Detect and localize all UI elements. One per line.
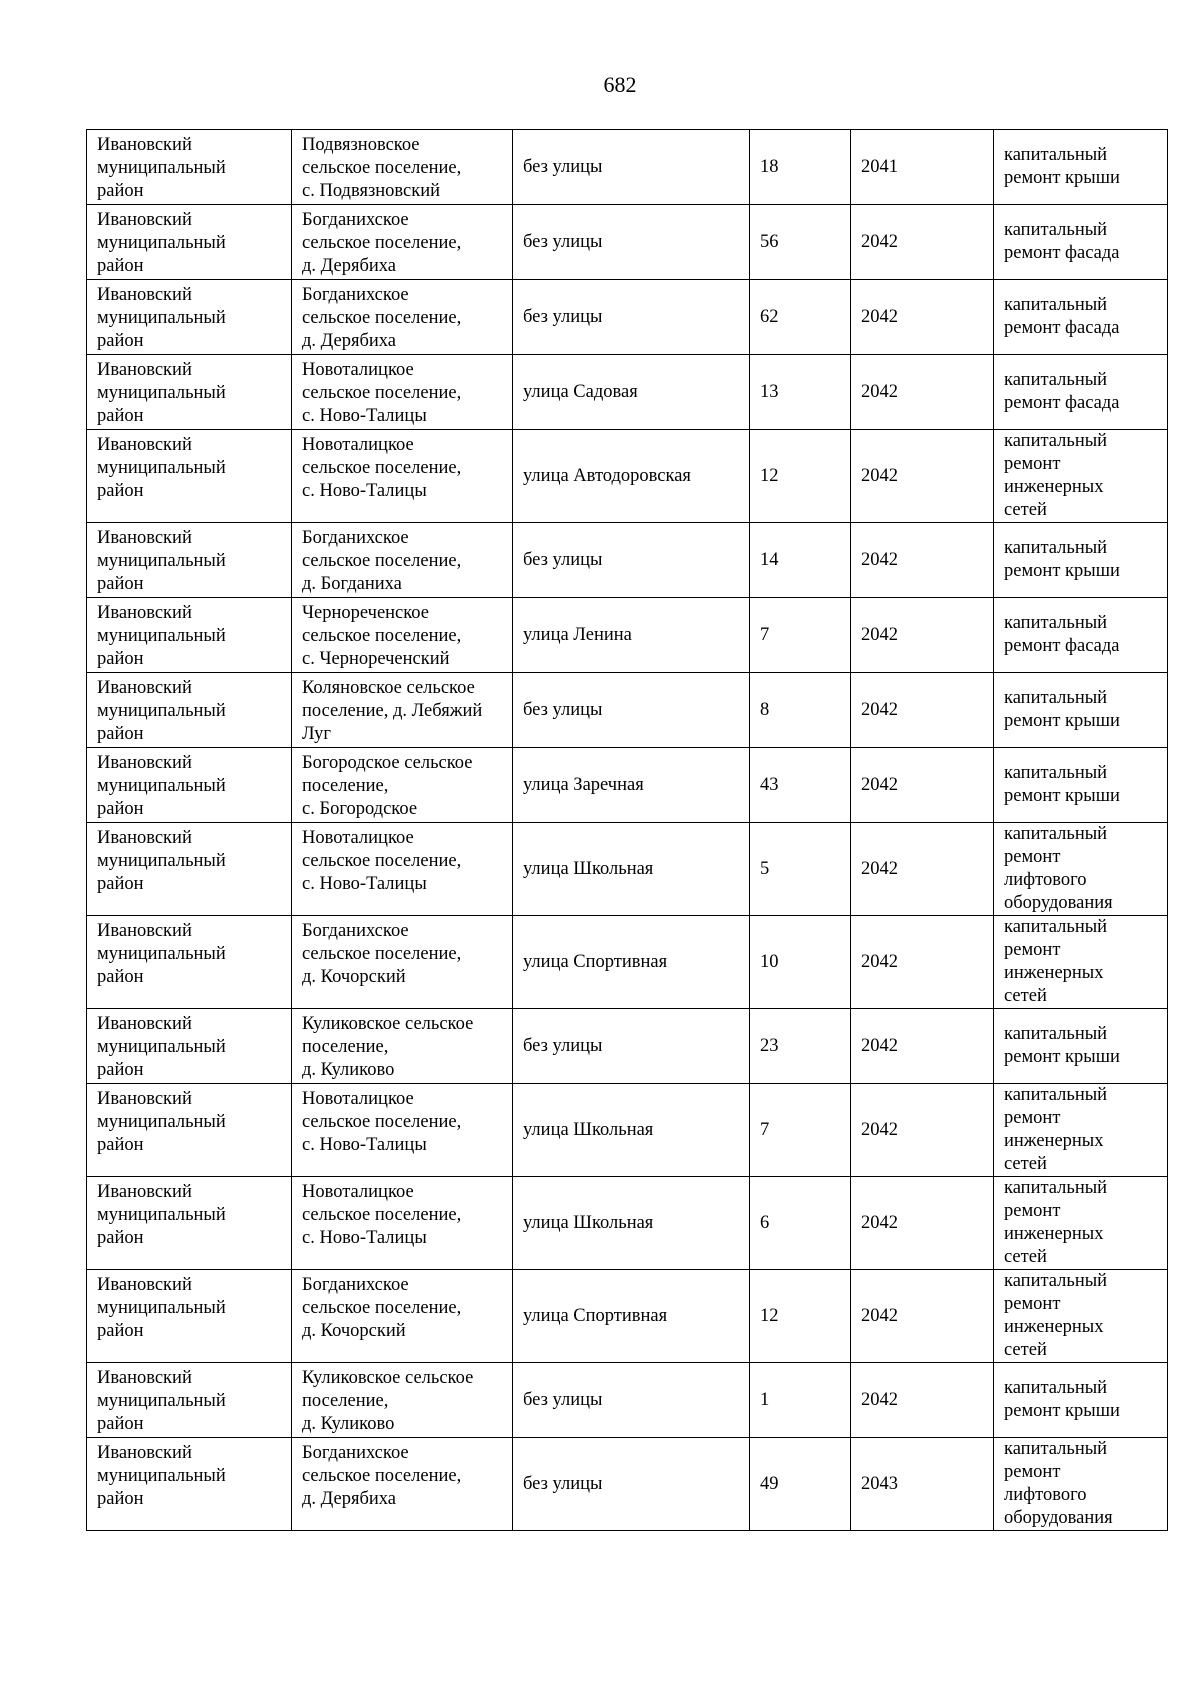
table-row xyxy=(87,673,1168,748)
settlement-cell xyxy=(292,130,513,205)
work-type-cell-line: лифтового xyxy=(1004,870,1087,890)
district-cell-line: район xyxy=(97,874,144,894)
district-cell-line: муниципальный xyxy=(97,551,226,571)
settlement-cell-line: Богданихское xyxy=(302,1443,409,1463)
work-type-cell xyxy=(994,748,1168,823)
district-cell-line: Ивановский xyxy=(97,1443,192,1463)
house-number-cell: 7 xyxy=(750,598,851,673)
district-cell xyxy=(87,1270,292,1363)
year-cell: 2042 xyxy=(851,355,994,430)
settlement-cell-line: д. Дерябиха xyxy=(302,256,397,276)
house-number-cell: 23 xyxy=(750,1009,851,1084)
district-cell-line: муниципальный xyxy=(97,158,226,178)
work-type-cell-line: инженерных xyxy=(1004,963,1104,983)
district-cell-line: Ивановский xyxy=(97,528,192,548)
work-type-cell-line: капитальный xyxy=(1004,1085,1108,1105)
year-cell: 2042 xyxy=(851,673,994,748)
district-cell xyxy=(87,355,292,430)
table-row xyxy=(87,748,1168,823)
settlement-cell xyxy=(292,205,513,280)
settlement-cell-line: Новоталицкое xyxy=(302,1089,414,1109)
street-cell: улица Школьная xyxy=(513,823,750,916)
year-cell: 2042 xyxy=(851,1084,994,1177)
work-type-cell-line: оборудования xyxy=(1004,893,1113,913)
table-body xyxy=(87,130,1168,1531)
street-cell: улица Спортивная xyxy=(513,916,750,1009)
settlement-cell-line: Подвязновское xyxy=(302,135,420,155)
work-type-cell-line: капитальный xyxy=(1004,1439,1108,1459)
district-cell-line: муниципальный xyxy=(97,233,226,253)
settlement-cell xyxy=(292,355,513,430)
settlement-cell-line: Луг xyxy=(302,724,331,744)
district-cell xyxy=(87,823,292,916)
district-cell xyxy=(87,130,292,205)
street-cell: без улицы xyxy=(513,1009,750,1084)
settlement-cell-line: д. Дерябиха xyxy=(302,331,397,351)
house-number-cell: 62 xyxy=(750,280,851,355)
district-cell-line: муниципальный xyxy=(97,1112,226,1132)
settlement-cell xyxy=(292,280,513,355)
district-cell-line: Ивановский xyxy=(97,435,192,455)
work-type-cell xyxy=(994,1363,1168,1438)
district-cell-line: район xyxy=(97,649,144,669)
year-cell: 2042 xyxy=(851,1363,994,1438)
settlement-cell-line: сельское поселение, xyxy=(302,1298,462,1318)
work-type-cell-line: капитальный xyxy=(1004,688,1108,708)
district-cell xyxy=(87,916,292,1009)
settlement-cell xyxy=(292,1363,513,1438)
house-number-cell: 10 xyxy=(750,916,851,1009)
work-type-cell-line: сетей xyxy=(1004,1154,1047,1174)
work-type-cell-line: ремонт xyxy=(1004,1108,1061,1128)
work-type-cell-line: ремонт xyxy=(1004,1462,1061,1482)
street-cell: без улицы xyxy=(513,1438,750,1531)
settlement-cell xyxy=(292,1009,513,1084)
year-cell: 2042 xyxy=(851,205,994,280)
district-cell-line: район xyxy=(97,1321,144,1341)
district-cell-line: Ивановский xyxy=(97,1275,192,1295)
house-number-cell: 7 xyxy=(750,1084,851,1177)
settlement-cell-line: сельское поселение, xyxy=(302,458,462,478)
settlement-cell-line: д. Дерябиха xyxy=(302,1489,397,1509)
settlement-cell-line: сельское поселение, xyxy=(302,1205,462,1225)
street-cell: улица Ленина xyxy=(513,598,750,673)
settlement-cell xyxy=(292,1438,513,1531)
table-row xyxy=(87,823,1168,916)
work-type-cell-line: капитальный xyxy=(1004,1271,1108,1291)
settlement-cell-line: поселение, xyxy=(302,1391,389,1411)
table-row xyxy=(87,1438,1168,1531)
work-type-cell-line: капитальный xyxy=(1004,763,1108,783)
settlement-cell xyxy=(292,1270,513,1363)
street-cell: улица Садовая xyxy=(513,355,750,430)
settlement-cell-line: Куликовское сельское xyxy=(302,1368,474,1388)
district-cell-line: Ивановский xyxy=(97,1014,192,1034)
settlement-cell-line: д. Кочорский xyxy=(302,1321,406,1341)
street-cell: без улицы xyxy=(513,523,750,598)
district-cell-line: муниципальный xyxy=(97,1391,226,1411)
settlement-cell xyxy=(292,1084,513,1177)
district-cell-line: муниципальный xyxy=(97,458,226,478)
settlement-cell xyxy=(292,916,513,1009)
house-number-cell: 18 xyxy=(750,130,851,205)
district-cell xyxy=(87,1438,292,1531)
table-row xyxy=(87,916,1168,1009)
settlement-cell xyxy=(292,748,513,823)
work-type-cell-line: оборудования xyxy=(1004,1508,1113,1528)
settlement-cell-line: с. Чернореченский xyxy=(302,649,450,669)
work-type-cell xyxy=(994,1270,1168,1363)
settlement-cell xyxy=(292,1177,513,1270)
settlement-cell-line: поселение, д. Лебяжий xyxy=(302,701,483,721)
district-cell-line: Ивановский xyxy=(97,1182,192,1202)
street-cell: без улицы xyxy=(513,130,750,205)
settlement-cell-line: поселение, xyxy=(302,1037,389,1057)
work-type-cell-line: сетей xyxy=(1004,986,1047,1006)
work-type-cell xyxy=(994,916,1168,1009)
district-cell-line: район xyxy=(97,406,144,426)
work-type-cell-line: капитальный xyxy=(1004,1378,1108,1398)
table-row xyxy=(87,1177,1168,1270)
work-type-cell xyxy=(994,130,1168,205)
house-number-cell: 43 xyxy=(750,748,851,823)
district-cell-line: район xyxy=(97,724,144,744)
district-cell-line: район xyxy=(97,1060,144,1080)
settlement-cell-line: Богородское сельское xyxy=(302,753,473,773)
table-row xyxy=(87,598,1168,673)
work-type-cell xyxy=(994,1177,1168,1270)
year-cell: 2042 xyxy=(851,1009,994,1084)
settlement-cell-line: с. Ново-Талицы xyxy=(302,1228,427,1248)
district-cell-line: Ивановский xyxy=(97,753,192,773)
district-cell-line: район xyxy=(97,1489,144,1509)
work-type-cell xyxy=(994,430,1168,523)
work-type-cell-line: капитальный xyxy=(1004,1178,1108,1198)
settlement-cell-line: с. Ново-Талицы xyxy=(302,406,427,426)
settlement-cell-line: Богданихское xyxy=(302,210,409,230)
work-type-cell-line: ремонт xyxy=(1004,1294,1061,1314)
year-cell: 2042 xyxy=(851,823,994,916)
district-cell xyxy=(87,1009,292,1084)
settlement-cell-line: с. Ново-Талицы xyxy=(302,481,427,501)
work-type-cell-line: ремонт xyxy=(1004,454,1061,474)
year-cell: 2042 xyxy=(851,430,994,523)
settlement-cell-line: сельское поселение, xyxy=(302,233,462,253)
work-type-cell-line: сетей xyxy=(1004,500,1047,520)
street-cell: улица Заречная xyxy=(513,748,750,823)
work-type-cell-line: ремонт крыши xyxy=(1004,561,1120,581)
district-cell xyxy=(87,1084,292,1177)
work-type-cell-line: капитальный xyxy=(1004,613,1108,633)
table-row xyxy=(87,1009,1168,1084)
table-row xyxy=(87,430,1168,523)
district-cell-line: Ивановский xyxy=(97,285,192,305)
repair-schedule-table xyxy=(86,129,1168,1531)
work-type-cell xyxy=(994,280,1168,355)
settlement-cell-line: сельское поселение, xyxy=(302,626,462,646)
district-cell-line: муниципальный xyxy=(97,1466,226,1486)
district-cell xyxy=(87,430,292,523)
district-cell-line: район xyxy=(97,574,144,594)
year-cell: 2042 xyxy=(851,1270,994,1363)
district-cell-line: муниципальный xyxy=(97,308,226,328)
settlement-cell-line: д. Кочорский xyxy=(302,967,406,987)
settlement-cell-line: Куликовское сельское xyxy=(302,1014,474,1034)
settlement-cell-line: Новоталицкое xyxy=(302,1182,414,1202)
work-type-cell-line: ремонт фасада xyxy=(1004,318,1120,338)
house-number-cell: 14 xyxy=(750,523,851,598)
work-type-cell xyxy=(994,673,1168,748)
district-cell-line: район xyxy=(97,967,144,987)
table-row xyxy=(87,280,1168,355)
settlement-cell xyxy=(292,823,513,916)
district-cell-line: муниципальный xyxy=(97,1037,226,1057)
house-number-cell: 1 xyxy=(750,1363,851,1438)
work-type-cell xyxy=(994,598,1168,673)
district-cell-line: Ивановский xyxy=(97,678,192,698)
settlement-cell-line: сельское поселение, xyxy=(302,1466,462,1486)
settlement-cell-line: Новоталицкое xyxy=(302,435,414,455)
settlement-cell-line: Богданихское xyxy=(302,1275,409,1295)
work-type-cell-line: ремонт xyxy=(1004,1201,1061,1221)
year-cell: 2042 xyxy=(851,1177,994,1270)
year-cell: 2041 xyxy=(851,130,994,205)
house-number-cell: 13 xyxy=(750,355,851,430)
street-cell: улица Спортивная xyxy=(513,1270,750,1363)
work-type-cell-line: инженерных xyxy=(1004,1224,1104,1244)
district-cell-line: муниципальный xyxy=(97,626,226,646)
street-cell: без улицы xyxy=(513,280,750,355)
work-type-cell-line: капитальный xyxy=(1004,1024,1108,1044)
work-type-cell-line: инженерных xyxy=(1004,477,1104,497)
district-cell-line: Ивановский xyxy=(97,828,192,848)
district-cell-line: район xyxy=(97,799,144,819)
settlement-cell-line: сельское поселение, xyxy=(302,551,462,571)
district-cell-line: Ивановский xyxy=(97,135,192,155)
year-cell: 2042 xyxy=(851,280,994,355)
street-cell: улица Школьная xyxy=(513,1084,750,1177)
settlement-cell xyxy=(292,598,513,673)
settlement-cell-line: поселение, xyxy=(302,776,389,796)
street-cell: улица Автодоровская xyxy=(513,430,750,523)
table-row xyxy=(87,355,1168,430)
work-type-cell-line: лифтового xyxy=(1004,1485,1087,1505)
work-type-cell xyxy=(994,355,1168,430)
work-type-cell-line: ремонт крыши xyxy=(1004,1047,1120,1067)
street-cell: без улицы xyxy=(513,1363,750,1438)
work-type-cell-line: капитальный xyxy=(1004,295,1108,315)
work-type-cell-line: капитальный xyxy=(1004,370,1108,390)
house-number-cell: 6 xyxy=(750,1177,851,1270)
district-cell xyxy=(87,1363,292,1438)
district-cell xyxy=(87,598,292,673)
work-type-cell xyxy=(994,1084,1168,1177)
house-number-cell: 12 xyxy=(750,1270,851,1363)
work-type-cell-line: инженерных xyxy=(1004,1317,1104,1337)
district-cell-line: Ивановский xyxy=(97,360,192,380)
settlement-cell-line: сельское поселение, xyxy=(302,158,462,178)
year-cell: 2042 xyxy=(851,916,994,1009)
work-type-cell-line: капитальный xyxy=(1004,917,1108,937)
district-cell-line: муниципальный xyxy=(97,383,226,403)
work-type-cell-line: капитальный xyxy=(1004,431,1108,451)
district-cell xyxy=(87,748,292,823)
district-cell-line: район xyxy=(97,181,144,201)
settlement-cell-line: Новоталицкое xyxy=(302,360,414,380)
table-row xyxy=(87,523,1168,598)
work-type-cell-line: ремонт xyxy=(1004,847,1061,867)
street-cell: без улицы xyxy=(513,205,750,280)
table-row xyxy=(87,1363,1168,1438)
work-type-cell-line: ремонт xyxy=(1004,940,1061,960)
work-type-cell xyxy=(994,1009,1168,1084)
district-cell-line: район xyxy=(97,331,144,351)
district-cell-line: район xyxy=(97,481,144,501)
table-row xyxy=(87,1084,1168,1177)
settlement-cell-line: Богданихское xyxy=(302,921,409,941)
settlement-cell-line: с. Подвязновский xyxy=(302,181,441,201)
district-cell xyxy=(87,1177,292,1270)
district-cell-line: Ивановский xyxy=(97,1089,192,1109)
house-number-cell: 56 xyxy=(750,205,851,280)
settlement-cell-line: сельское поселение, xyxy=(302,1112,462,1132)
district-cell xyxy=(87,205,292,280)
settlement-cell-line: д. Куликово xyxy=(302,1060,395,1080)
district-cell-line: муниципальный xyxy=(97,851,226,871)
work-type-cell-line: ремонт фасада xyxy=(1004,243,1120,263)
work-type-cell-line: инженерных xyxy=(1004,1131,1104,1151)
settlement-cell-line: сельское поселение, xyxy=(302,944,462,964)
district-cell-line: муниципальный xyxy=(97,1298,226,1318)
settlement-cell xyxy=(292,673,513,748)
district-cell-line: муниципальный xyxy=(97,776,226,796)
settlement-cell-line: д. Куликово xyxy=(302,1414,395,1434)
district-cell xyxy=(87,523,292,598)
year-cell: 2042 xyxy=(851,598,994,673)
work-type-cell-line: капитальный xyxy=(1004,824,1108,844)
district-cell-line: район xyxy=(97,1135,144,1155)
settlement-cell-line: Коляновское сельское xyxy=(302,678,475,698)
settlement-cell-line: сельское поселение, xyxy=(302,851,462,871)
settlement-cell-line: д. Богданиха xyxy=(302,574,402,594)
work-type-cell xyxy=(994,823,1168,916)
settlement-cell-line: с. Ново-Талицы xyxy=(302,874,427,894)
year-cell: 2042 xyxy=(851,523,994,598)
district-cell-line: Ивановский xyxy=(97,210,192,230)
district-cell-line: район xyxy=(97,256,144,276)
work-type-cell-line: ремонт крыши xyxy=(1004,1401,1120,1421)
work-type-cell-line: ремонт крыши xyxy=(1004,168,1120,188)
settlement-cell-line: Богданихское xyxy=(302,285,409,305)
work-type-cell-line: сетей xyxy=(1004,1247,1047,1267)
street-cell: без улицы xyxy=(513,673,750,748)
year-cell: 2043 xyxy=(851,1438,994,1531)
work-type-cell-line: капитальный xyxy=(1004,145,1108,165)
work-type-cell xyxy=(994,523,1168,598)
work-type-cell-line: ремонт фасада xyxy=(1004,636,1120,656)
settlement-cell-line: сельское поселение, xyxy=(302,383,462,403)
table-row xyxy=(87,1270,1168,1363)
year-cell: 2042 xyxy=(851,748,994,823)
district-cell-line: Ивановский xyxy=(97,921,192,941)
district-cell-line: Ивановский xyxy=(97,603,192,623)
house-number-cell: 12 xyxy=(750,430,851,523)
district-cell xyxy=(87,673,292,748)
settlement-cell-line: Богданихское xyxy=(302,528,409,548)
work-type-cell-line: капитальный xyxy=(1004,220,1108,240)
district-cell-line: муниципальный xyxy=(97,701,226,721)
district-cell xyxy=(87,280,292,355)
settlement-cell xyxy=(292,523,513,598)
work-type-cell xyxy=(994,205,1168,280)
district-cell-line: муниципальный xyxy=(97,944,226,964)
settlement-cell xyxy=(292,430,513,523)
settlement-cell-line: Чернореченское xyxy=(302,603,429,623)
settlement-cell-line: с. Ново-Талицы xyxy=(302,1135,427,1155)
work-type-cell-line: капитальный xyxy=(1004,538,1108,558)
settlement-cell-line: сельское поселение, xyxy=(302,308,462,328)
house-number-cell: 8 xyxy=(750,673,851,748)
district-cell-line: муниципальный xyxy=(97,1205,226,1225)
work-type-cell-line: ремонт крыши xyxy=(1004,711,1120,731)
house-number-cell: 49 xyxy=(750,1438,851,1531)
work-type-cell-line: ремонт фасада xyxy=(1004,393,1120,413)
settlement-cell-line: Новоталицкое xyxy=(302,828,414,848)
street-cell: улица Школьная xyxy=(513,1177,750,1270)
settlement-cell-line: с. Богородское xyxy=(302,799,418,819)
work-type-cell-line: сетей xyxy=(1004,1340,1047,1360)
work-type-cell xyxy=(994,1438,1168,1531)
district-cell-line: район xyxy=(97,1228,144,1248)
district-cell-line: Ивановский xyxy=(97,1368,192,1388)
house-number-cell: 5 xyxy=(750,823,851,916)
work-type-cell-line: ремонт крыши xyxy=(1004,786,1120,806)
table-row xyxy=(87,205,1168,280)
table-row xyxy=(87,130,1168,205)
page-number: 682 xyxy=(603,72,637,97)
district-cell-line: район xyxy=(97,1414,144,1434)
